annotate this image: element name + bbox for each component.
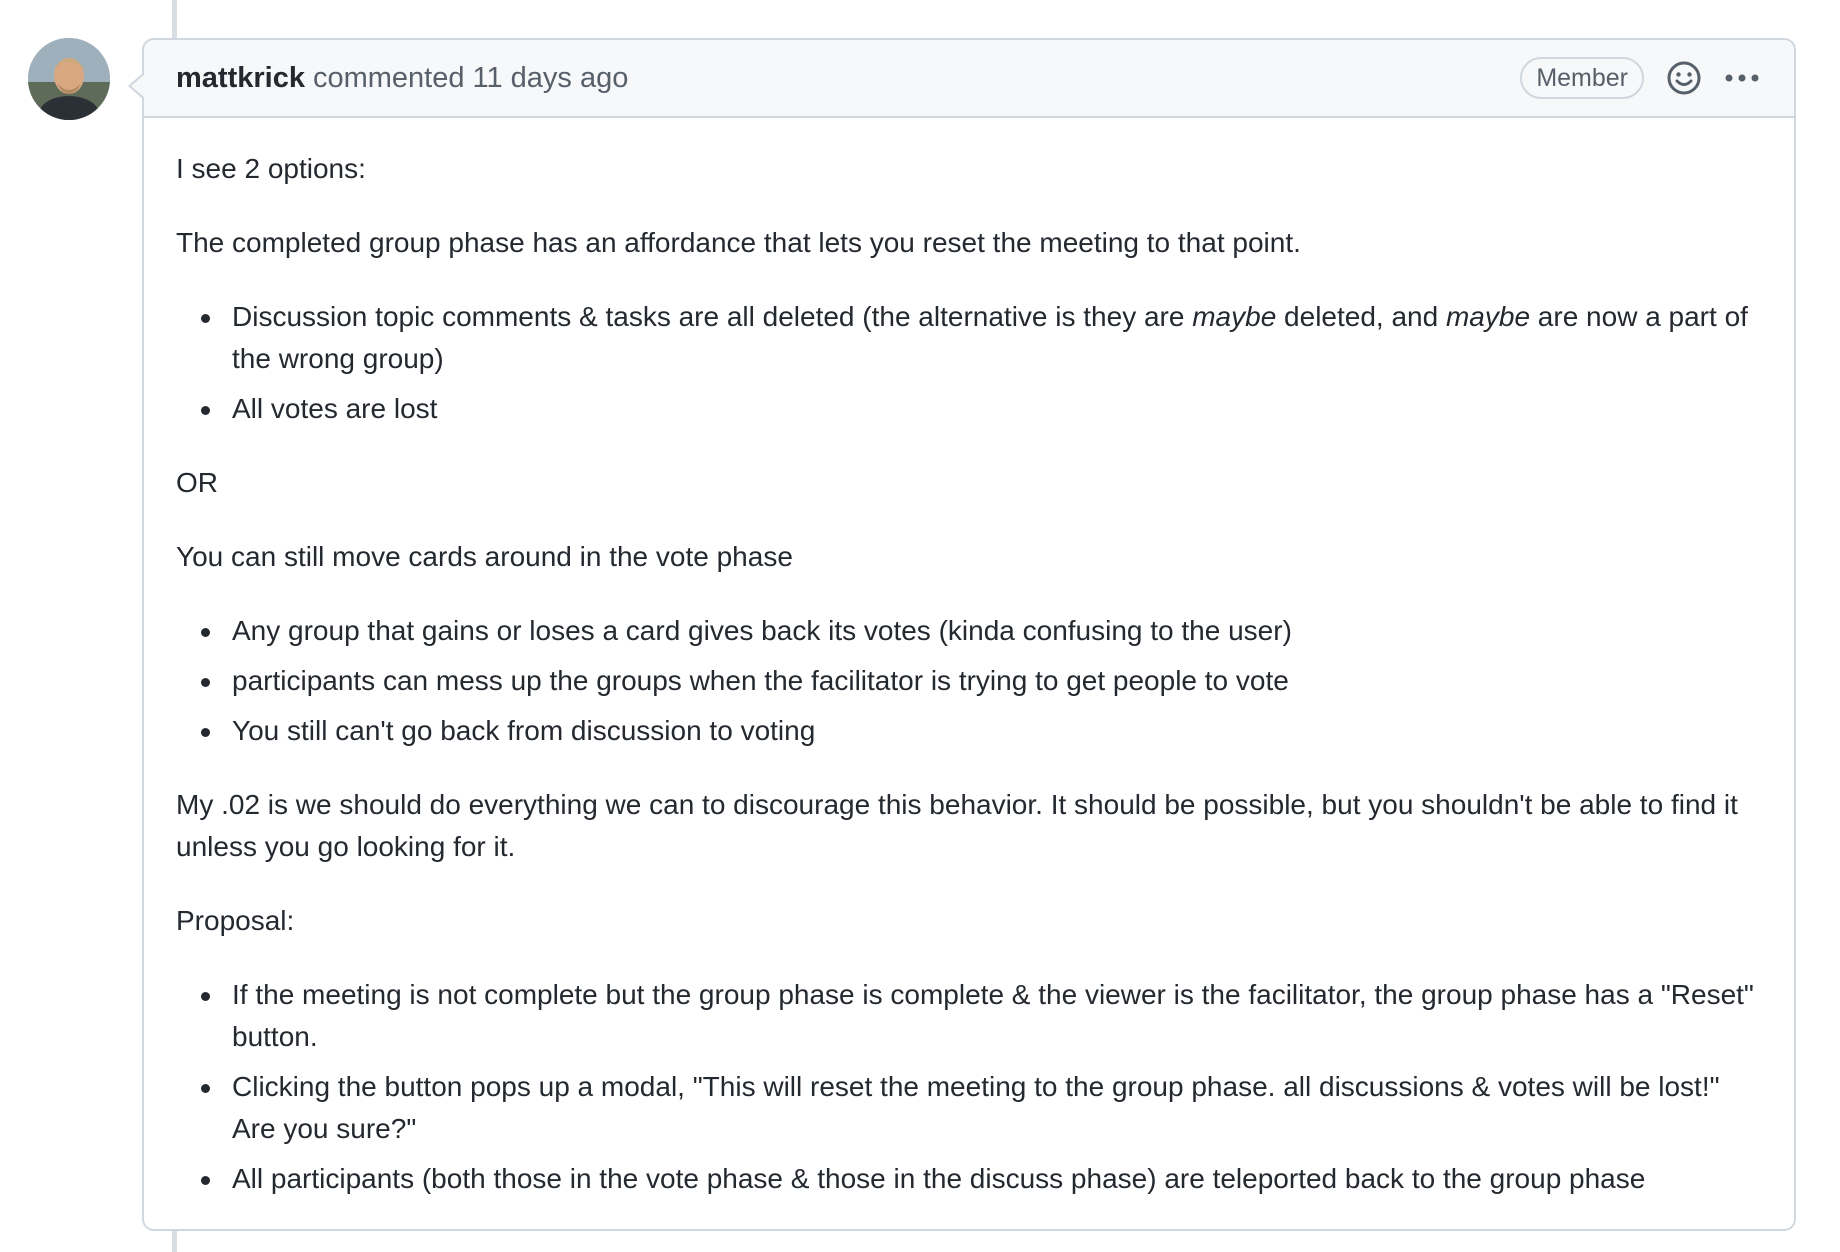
list-item: participants can mess up the groups when the facilitator is trying to get people to vote (232, 660, 1762, 702)
list-item: Any group that gains or loses a card gives back its votes (kinda confusing to the user) (232, 610, 1762, 652)
paragraph: Proposal: (176, 905, 295, 936)
paragraph: My .02 is we should do everything we can to discourage this behavior. It should be possible, but you shouldn't be able to find it unless you go looking for it. (176, 789, 1738, 862)
paragraph: I see 2 options: (176, 153, 366, 184)
comment-box (142, 38, 1796, 1231)
comment-body (144, 118, 1794, 1228)
paragraph: OR (176, 467, 218, 498)
bullet-list (176, 610, 1762, 752)
kebab-horizontal-icon[interactable] (1722, 60, 1762, 96)
comment-action: commented (312, 61, 465, 94)
author-link[interactable]: mattkrick (176, 61, 305, 94)
list-item: If the meeting is not complete but the group phase is complete & the viewer is the facilitator, the group phase has a "Reset" button. (232, 974, 1762, 1058)
list-item: You still can't go back from discussion to voting (232, 710, 1762, 752)
list-item: Clicking the button pops up a modal, "This will reset the meeting to the group phase. all discussions & votes will be lost!" Are you sure?" (232, 1066, 1762, 1150)
paragraph: You can still move cards around in the vote phase (176, 541, 793, 572)
user-avatar-image (28, 38, 110, 120)
member-badge: Member (1520, 57, 1644, 99)
bullet-list (176, 974, 1762, 1200)
list-item: Discussion topic comments & tasks are all deleted (the alternative is they are maybe deleted, and maybe are now a part of the wrong group) (232, 296, 1762, 380)
comment-header-actions (1520, 57, 1762, 99)
list-item: All votes are lost (232, 388, 1762, 430)
avatar[interactable] (28, 38, 110, 120)
bullet-list (176, 296, 1762, 430)
comment-header (144, 40, 1794, 118)
list-item: All participants (both those in the vote phase & those in the discuss phase) are teleported back to the group phase (232, 1158, 1762, 1200)
comment-timestamp[interactable]: 11 days ago (472, 61, 629, 94)
paragraph: The completed group phase has an affordance that lets you reset the meeting to that point. (176, 227, 1301, 258)
smiley-icon[interactable] (1666, 60, 1702, 96)
